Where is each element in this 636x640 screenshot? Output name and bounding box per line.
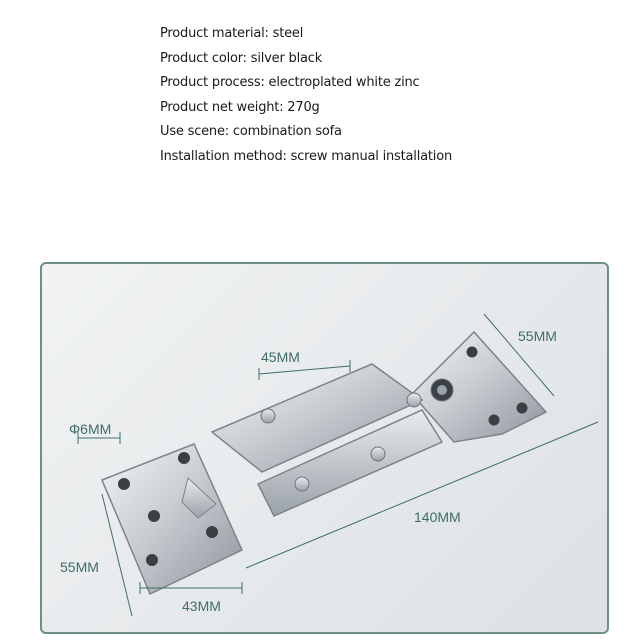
dim-right-height: 55MM [518,328,557,344]
spec-color: Product color: silver black [160,50,323,66]
spec-scene: Use scene: combination sofa [160,124,342,140]
spec-installation: Installation method: screw manual installation [160,148,452,164]
dim-top-slot: 45MM [261,349,300,365]
dim-hole-diameter: Φ6MM [69,421,112,437]
dim-left-height: 55MM [60,559,99,575]
dim-total-length: 140MM [414,509,461,525]
spec-material: Product material: steel [160,26,304,41]
product-photo [40,262,609,634]
spec-weight: Product net weight: 270g [160,99,320,115]
hinge-diagram [42,264,609,634]
left-plate [102,444,242,594]
spec-list [160,22,452,170]
spec-process: Product process: electroplated white zinc [160,75,420,91]
dim-left-width: 43MM [182,598,221,614]
